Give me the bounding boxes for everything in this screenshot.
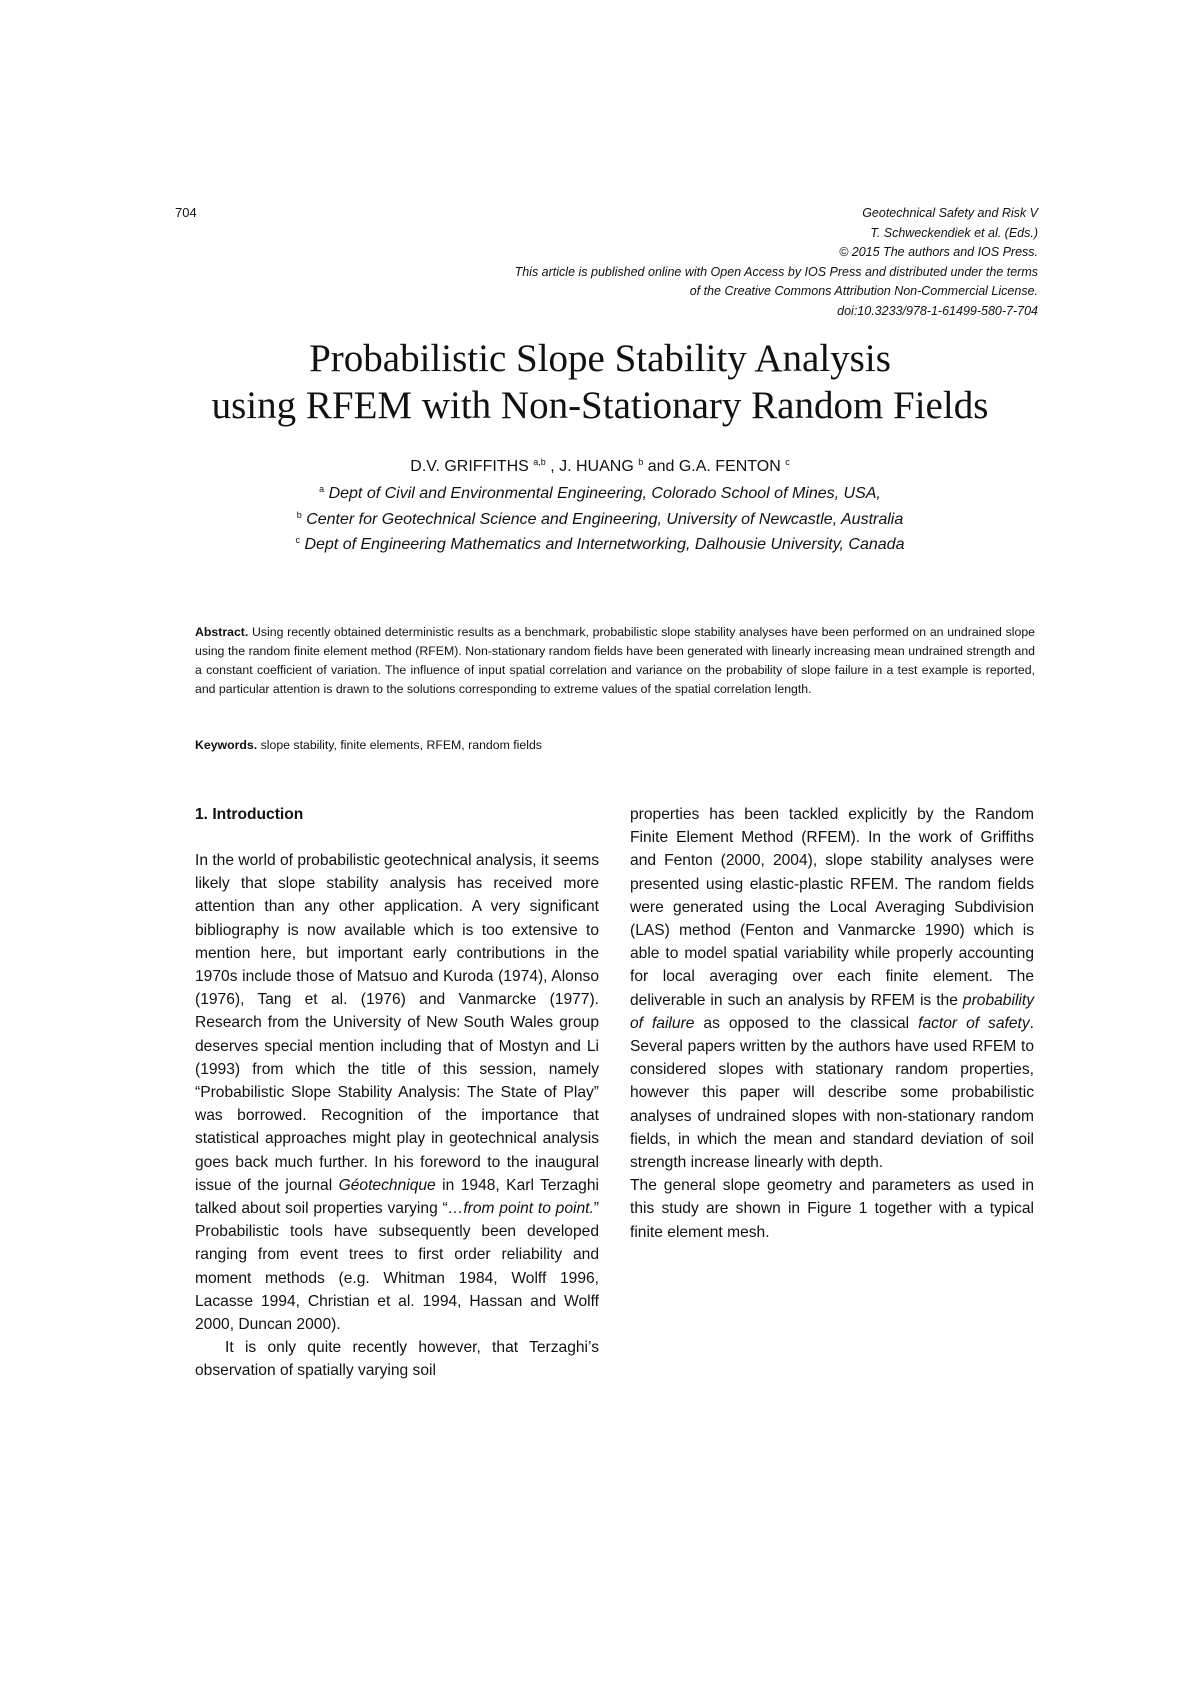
author-huang: , J. HUANG bbox=[550, 458, 634, 475]
author-mark-2: b bbox=[638, 457, 644, 467]
copyright: © 2015 The authors and IOS Press. bbox=[839, 245, 1038, 260]
author-mark-3: c bbox=[785, 457, 790, 467]
affiliation-c: $^c$ Dept of Engineering Mathematics and Internetworking, Dalhousie University, Canada bbox=[295, 535, 905, 553]
page-number: 704 bbox=[175, 205, 197, 220]
license-line-1: This article is published online with Open Access by IOS Press and distributed under the terms bbox=[514, 264, 1038, 279]
abstract bbox=[195, 623, 1035, 699]
intro-paragraph-2: It is only quite recently however, that Terzaghi’s observation of spatially varying soil bbox=[195, 1339, 599, 1380]
author-mark-1: a,b bbox=[533, 457, 546, 467]
journal-name: Géotechnique bbox=[338, 1176, 436, 1194]
affiliation-b: $^b$ Center for Geotechnical Science and Engineering, University of Newcastle, Australia bbox=[296, 509, 904, 528]
author-fenton: and G.A. FENTON bbox=[643, 458, 781, 475]
publication-info bbox=[338, 204, 1038, 322]
title-line-2: using RFEM with Non-Stationary Random Fields bbox=[211, 384, 989, 427]
affiliations bbox=[100, 481, 1100, 558]
title-line-1: Probabilistic Slope Stability Analysis bbox=[309, 337, 891, 380]
doi: doi:10.3233/978-1-61499-580-7-704 bbox=[837, 303, 1038, 318]
section-heading: 1. Introduction bbox=[195, 806, 304, 823]
abstract-label: Abstract. bbox=[195, 625, 249, 639]
paper-title bbox=[100, 335, 1100, 429]
terzaghi-quote: …from point to point. bbox=[447, 1200, 594, 1218]
author-list bbox=[100, 458, 1100, 476]
probability-of-failure-term: probability of failure bbox=[630, 991, 1034, 1032]
abstract-text: Using recently obtained deterministic results as a benchmark, probabilistic slope stability analyses have been performed on an undrained slope using the random finite element method (RFEM). Non-stationary random fields have been generated with linearly increasing mean undrained strength and a constant coefficient of variation. The influence of input spatial correlation and variance on the probability of slope failure in a test example is reported, and particular attention is drawn to the solutions corresponding to extreme values of the spatial correlation length. bbox=[195, 625, 1035, 696]
affiliation-a: $^a$ Dept of Civil and Environmental Engineering, Colorado School of Mines, USA, bbox=[319, 484, 881, 502]
left-column bbox=[195, 803, 599, 1383]
book-title: Geotechnical Safety and Risk V bbox=[862, 206, 1038, 220]
factor-of-safety-term: factor of safety bbox=[918, 1014, 1030, 1032]
intro-paragraph-1: In the world of probabilistic geotechnical analysis, it seems likely that slope stability analysis has received more attention than any other application. A very significant bibliography is now available which is too extensive to mention here, but important early contributions in the 1970s include those of Matsuo and Kuroda (1974), Alonso (1976), Tang et al. (1976) and Vanmarcke (1977). Research from the University of New South Wales group deserves special mention including that of Mostyn and Li (1993) from which the title of this session, namely “Probabilistic Slope Stability Analysis: The State of Play” was borrowed. Recognition of the importance that statistical approaches might play in geotechnical analysis goes back much further. In his foreword to the inaugural issue of the journal Géotechnique in 1948, Karl Terzaghi talked about soil properties varying “…from point to point.” Probabilistic tools have subsequently been developed ranging from event trees to first order reliability and moment methods (e.g. Whitman 1984, Wolff 1996, Lacasse 1994, Christian et al. 1994, Hassan and Wolff 2000, Duncan 2000). bbox=[195, 852, 599, 1334]
license-line-2: of the Creative Commons Attribution Non-Commercial License. bbox=[689, 284, 1038, 299]
intro-paragraph-3: properties has been tackled explicitly by the Random Finite Element Method (RFEM). In the work of Griffiths and Fenton (2000, 2004), slope stability analyses were presented using elastic-plastic RFEM. The random fields were generated using the Local Averaging Subdivision (LAS) method (Fenton and Vanmarcke 1990) which is able to model spatial variability while properly accounting for local averaging over each finite element. The deliverable in such an analysis by RFEM is the probability of failure as opposed to the classical factor of safety. Several papers written by the authors have used RFEM to considered slopes with stationary random properties, however this paper will describe some probabilistic analyses of undrained slopes with non-stationary random fields, in which the mean and standard deviation of soil strength increase linearly with depth. bbox=[630, 806, 1034, 1172]
intro-paragraph-4: The general slope geometry and parameters as used in this study are shown in Figure 1 together with a typical finite element mesh. bbox=[630, 1177, 1034, 1241]
right-column bbox=[630, 803, 1034, 1244]
editors: T. Schweckendiek et al. (Eds.) bbox=[870, 225, 1038, 240]
author-griffiths: D.V. GRIFFITHS bbox=[410, 458, 529, 475]
keywords-label: Keywords. bbox=[195, 738, 258, 752]
keywords bbox=[195, 738, 1035, 752]
keywords-text: slope stability, finite elements, RFEM, random fields bbox=[260, 738, 542, 752]
